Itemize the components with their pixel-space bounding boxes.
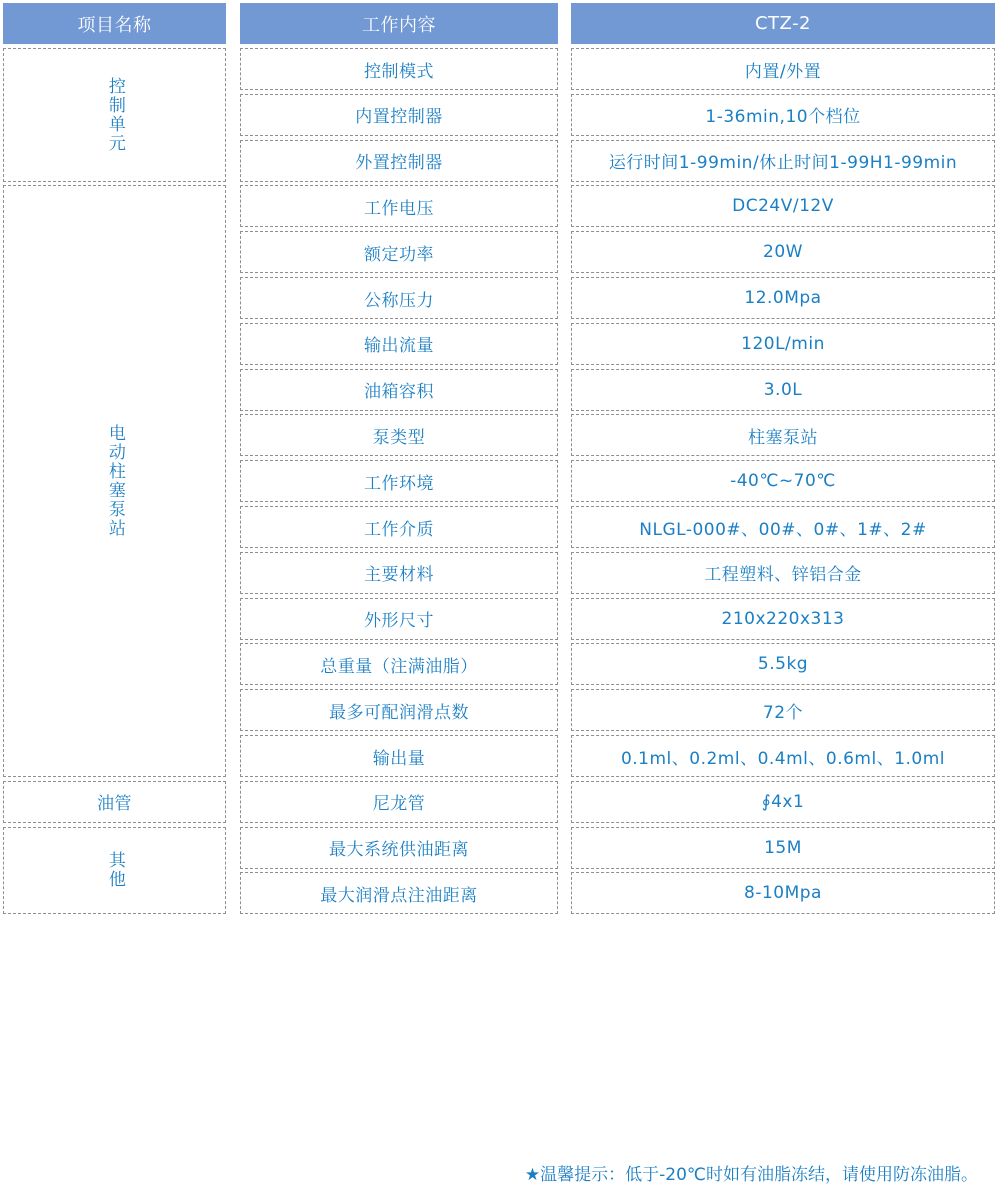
row-item-cell-text: 工作电压 xyxy=(364,198,434,219)
row-item-cell-text: 控制模式 xyxy=(364,61,434,82)
row-item-cell-text: 内置控制器 xyxy=(355,107,443,128)
row-item-cell-text: 输出量 xyxy=(372,748,426,769)
row-value-cell xyxy=(571,872,995,914)
row-item-cell-text: 泵类型 xyxy=(372,427,426,448)
row-item-cell-text: 工作介质 xyxy=(364,519,434,540)
group-cell-text: 电动柱塞泵站 xyxy=(104,424,125,539)
row-value-cell-text: 运行时间1-99min/休止时间1-99H1-99min xyxy=(608,153,958,174)
row-item-cell xyxy=(240,277,558,319)
group-cell xyxy=(3,827,226,915)
row-value-cell-text: -40℃~70℃ xyxy=(730,471,836,492)
row-value-cell-text: 72个 xyxy=(762,702,804,723)
header-item-name xyxy=(3,3,226,44)
row-item-cell-text: 最大润滑点注油距离 xyxy=(320,885,478,906)
row-value-cell-text: 1-36min,10个档位 xyxy=(705,107,861,128)
row-item-cell xyxy=(240,872,558,914)
row-value-cell xyxy=(571,414,995,456)
row-value-cell-text: 12.0Mpa xyxy=(744,288,822,308)
row-item-cell xyxy=(240,689,558,731)
row-value-cell xyxy=(571,827,995,869)
row-item-cell-text: 最大系统供油距离 xyxy=(329,840,469,861)
row-value-cell xyxy=(571,48,995,90)
group-cell-text: 控制单元 xyxy=(104,76,125,153)
row-item-cell-text: 最多可配润滑点数 xyxy=(329,702,469,723)
row-value-cell-text: 工程塑料、锌铝合金 xyxy=(704,565,862,586)
row-value-cell-text: ∮4x1 xyxy=(761,791,805,812)
row-value-cell xyxy=(571,185,995,227)
header-model-text: CTZ-2 xyxy=(754,13,812,34)
row-item-cell xyxy=(240,414,558,456)
row-value-cell-text: 3.0L xyxy=(763,379,803,400)
row-item-cell xyxy=(240,94,558,136)
row-value-cell-text: 柱塞泵站 xyxy=(748,427,818,448)
group-cell xyxy=(3,185,226,777)
row-value-cell xyxy=(571,598,995,640)
row-item-cell-text: 总重量（注满油脂） xyxy=(320,656,478,677)
row-item-cell-text: 尼龙管 xyxy=(372,794,426,815)
row-item-cell-text: 输出流量 xyxy=(364,336,434,357)
row-item-cell-text: 油箱容积 xyxy=(364,382,434,403)
group-cell xyxy=(3,48,226,182)
row-value-cell xyxy=(571,506,995,548)
row-value-cell-text: 210x220x313 xyxy=(721,608,845,629)
row-value-cell xyxy=(571,140,995,182)
row-value-cell xyxy=(571,552,995,594)
row-value-cell xyxy=(571,369,995,411)
row-value-cell-text: DC24V/12V xyxy=(732,196,834,217)
row-value-cell-text: 内置/外置 xyxy=(744,61,822,82)
row-item-cell xyxy=(240,827,558,869)
row-item-cell-text: 外形尺寸 xyxy=(364,611,434,632)
header-work-content-text: 工作内容 xyxy=(362,14,436,36)
row-item-cell xyxy=(240,140,558,182)
row-item-cell xyxy=(240,323,558,365)
row-value-cell-text: 20W xyxy=(763,242,803,263)
row-item-cell-text: 工作环境 xyxy=(364,473,434,494)
row-item-cell xyxy=(240,48,558,90)
row-item-cell xyxy=(240,552,558,594)
row-value-cell xyxy=(571,689,995,731)
row-item-cell xyxy=(240,185,558,227)
header-item-name-text: 项目名称 xyxy=(77,14,152,36)
row-value-cell xyxy=(571,323,995,365)
row-value-cell-text: 5.5kg xyxy=(757,654,809,675)
row-item-cell xyxy=(240,460,558,502)
row-item-cell-text: 额定功率 xyxy=(364,244,434,265)
row-value-cell xyxy=(571,277,995,319)
row-value-cell-text: NLGL-000#、00#、0#、1#、2# xyxy=(639,519,927,540)
row-value-cell xyxy=(571,735,995,777)
row-value-cell xyxy=(571,231,995,273)
row-item-cell xyxy=(240,369,558,411)
row-item-cell-text: 主要材料 xyxy=(364,565,434,586)
row-value-cell-text: 120L/min xyxy=(741,333,825,354)
row-item-cell xyxy=(240,735,558,777)
header-work-content xyxy=(240,3,558,44)
group-cell xyxy=(3,781,226,823)
row-value-cell-text: 0.1ml、0.2ml、0.4ml、0.6ml、1.0ml xyxy=(620,748,946,769)
row-item-cell xyxy=(240,506,558,548)
row-item-cell xyxy=(240,643,558,685)
row-value-cell xyxy=(571,94,995,136)
row-value-cell xyxy=(571,460,995,502)
group-cell-text: 其他 xyxy=(104,851,125,890)
row-item-cell xyxy=(240,231,558,273)
row-value-cell-text: 15M xyxy=(764,837,802,858)
row-value-cell xyxy=(571,643,995,685)
header-model xyxy=(571,3,995,44)
group-cell-text: 油管 xyxy=(97,794,132,815)
row-item-cell-text: 公称压力 xyxy=(364,290,434,311)
row-item-cell xyxy=(240,781,558,823)
warm-tip-note: ★温馨提示：低于-20℃时如有油脂冻结，请使用防冻油脂。 xyxy=(524,1165,978,1185)
row-item-cell-text: 外置控制器 xyxy=(355,153,443,174)
row-item-cell xyxy=(240,598,558,640)
row-value-cell-text: 8-10Mpa xyxy=(744,883,822,904)
row-value-cell xyxy=(571,781,995,823)
